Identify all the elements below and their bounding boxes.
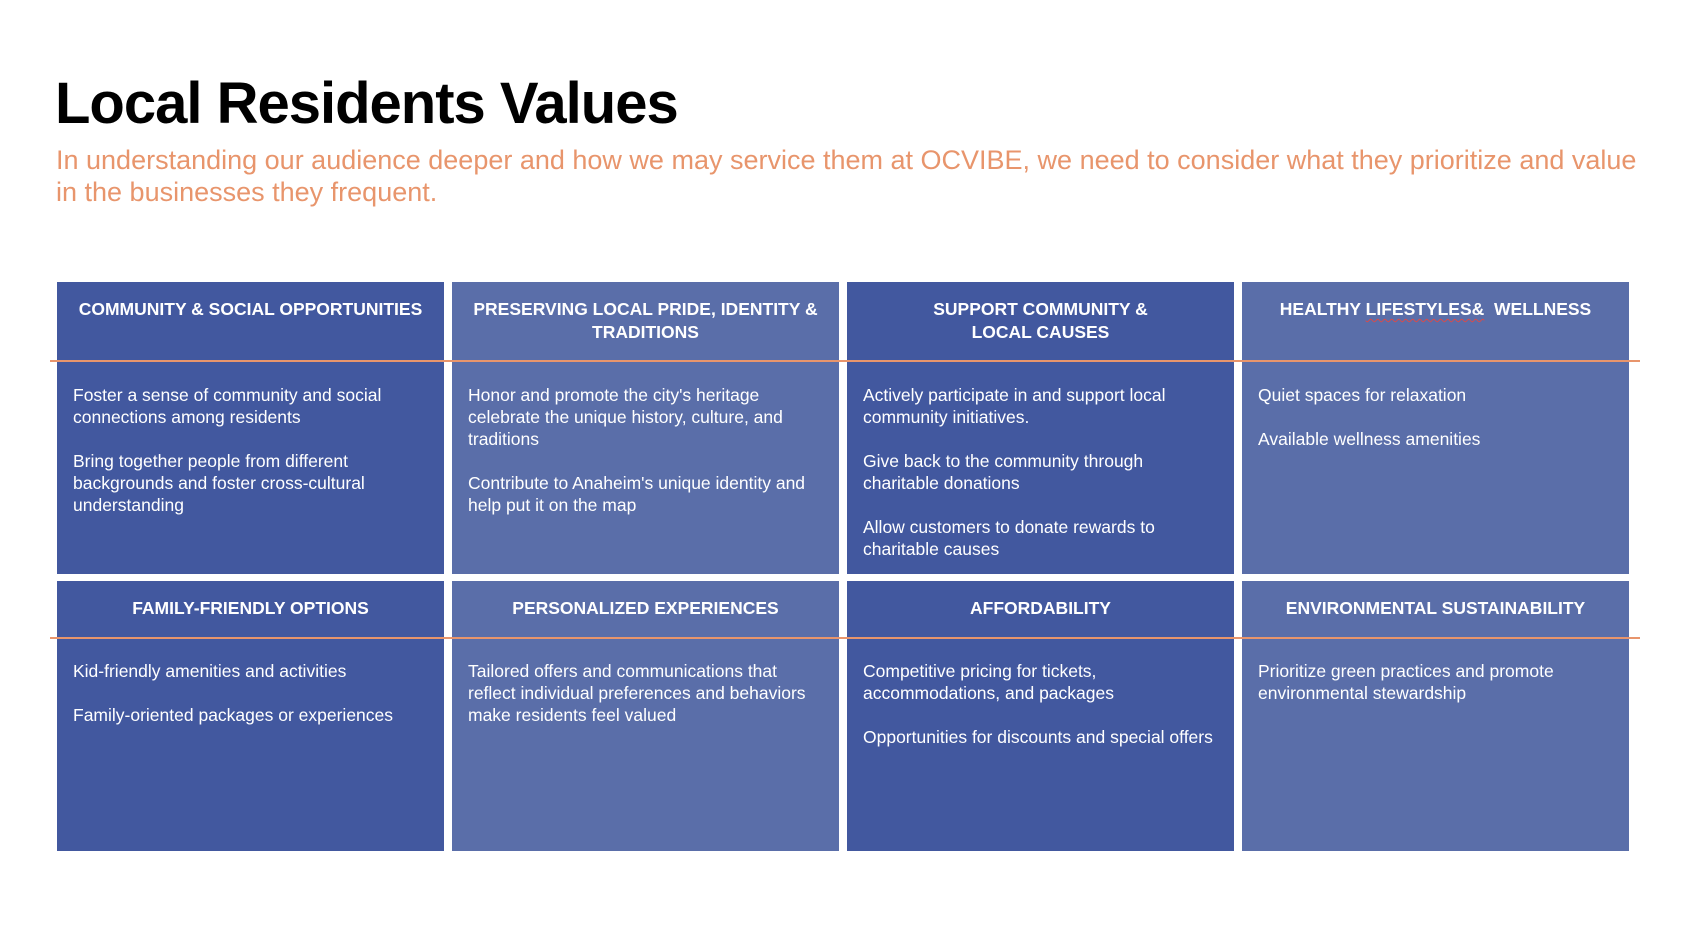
card-heading: [847, 282, 1234, 362]
card-point: Kid-friendly amenities and activities: [73, 661, 347, 681]
header-divider-line: [50, 637, 1640, 639]
card-point: Give back to the community through charitable donations: [863, 451, 1144, 493]
card-heading: AFFORDABILITY: [970, 598, 1111, 618]
card-point: Family-oriented packages or experiences: [73, 705, 394, 725]
card-body: [1242, 362, 1629, 450]
card-body: [1242, 638, 1629, 704]
card-body: [847, 362, 1234, 560]
values-row-2: [57, 581, 1631, 851]
page-subtitle: In understanding our audience deeper and how we may service them at OCVIBE, we need to consider what they prioritize and value in the businesses they frequent.: [56, 145, 1637, 207]
card-point: Prioritize green practices and promote environmental stewardship: [1258, 661, 1554, 703]
card-body: [57, 362, 444, 516]
card-heading-part: HEALTHY: [1279, 299, 1366, 319]
header-divider-line: [50, 360, 1640, 362]
card-heading: [452, 282, 839, 362]
card-heading-line: LOCAL CAUSES: [971, 322, 1110, 342]
card-heading: ENVIRONMENTAL SUSTAINABILITY: [1285, 598, 1586, 618]
card-point: Actively participate in and support local community initiatives.: [863, 385, 1166, 427]
card-heading: [1242, 282, 1629, 362]
card-point: Foster a sense of community and social connections among residents: [73, 385, 382, 427]
card-heading-line: SUPPORT COMMUNITY &: [933, 299, 1148, 319]
card-body: [452, 638, 839, 726]
card-point: Quiet spaces for relaxation: [1258, 385, 1467, 405]
card-family-friendly: [57, 581, 444, 851]
card-heading-line: TRADITIONS: [592, 322, 699, 342]
card-heading-line: PRESERVING LOCAL PRIDE, IDENTITY &: [473, 299, 818, 319]
card-personalized: [452, 581, 839, 851]
card-community-social: [57, 282, 444, 574]
card-point: Opportunities for discounts and special offers: [863, 727, 1213, 747]
page-title: Local Residents Values: [55, 71, 678, 136]
card-point: Contribute to Anaheim's unique identity and help put it on the map: [468, 473, 806, 515]
card-heading: COMMUNITY & SOCIAL OPPORTUNITIES: [78, 299, 423, 319]
card-heading-part: WELLNESS: [1484, 299, 1592, 319]
card-point: Competitive pricing for tickets, accommodations, and packages: [863, 661, 1114, 703]
card-support-community: [847, 282, 1234, 574]
card-local-pride: [452, 282, 839, 574]
card-environmental: [1242, 581, 1629, 851]
card-body: [57, 638, 444, 726]
card-point: Available wellness amenities: [1258, 429, 1481, 449]
card-point: Allow customers to donate rewards to charitable causes: [863, 517, 1155, 559]
card-heading: PERSONALIZED EXPERIENCES: [512, 598, 779, 618]
card-point: Bring together people from different backgrounds and foster cross-cultural understanding: [73, 451, 365, 515]
card-healthy-lifestyles: [1242, 282, 1629, 574]
card-body: [847, 638, 1234, 748]
card-body: [452, 362, 839, 516]
card-heading: FAMILY-FRIENDLY OPTIONS: [132, 598, 369, 618]
values-row-1: [57, 282, 1631, 574]
card-point: Tailored offers and communications that reflect individual preferences and behaviors make residents feel valued: [468, 661, 806, 725]
card-point: Honor and promote the city's heritage celebrate the unique history, culture, and traditions: [468, 385, 783, 449]
card-affordability: [847, 581, 1234, 851]
spellcheck-underlined-word: LIFESTYLES&: [1365, 299, 1485, 319]
